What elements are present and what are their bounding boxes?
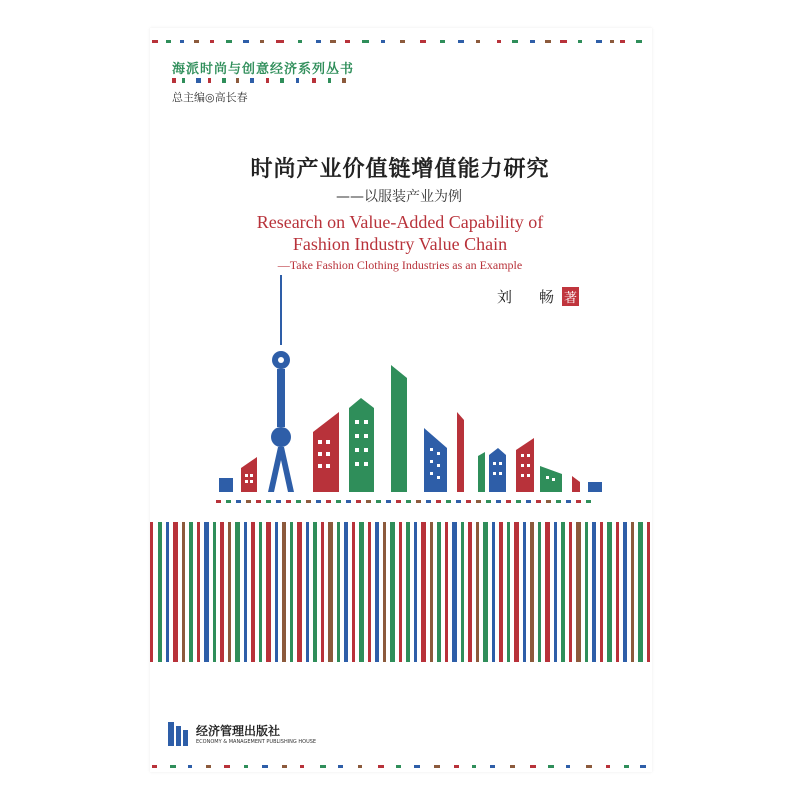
author-name: 刘 畅 <box>497 288 561 306</box>
author <box>497 286 579 307</box>
bottom-dash-border <box>152 765 646 768</box>
publisher-name: 经济管理出版社 <box>196 724 281 738</box>
subtitle-chinese: ——以服装产业为例 <box>336 189 462 205</box>
city-skyline <box>219 275 602 492</box>
publisher-name-english: ECONOMY & MANAGEMENT PUBLISHING HOUSE <box>196 739 317 745</box>
chief-editor: 总主编◎高长春 <box>172 91 248 104</box>
title-english-line1: Research on Value-Added Capability of <box>256 212 544 232</box>
tv-tower <box>268 275 294 492</box>
title-chinese: 时尚产业价值链增值能力研究 <box>250 156 550 182</box>
barcode-stripes <box>150 522 650 662</box>
series-dash-underline <box>172 78 346 83</box>
ground-dots <box>216 500 591 503</box>
top-dash-border <box>150 40 652 43</box>
title-english-line3: —Take Fashion Clothing Industries as an Example <box>277 258 523 272</box>
series-title: 海派时尚与创意经济系列丛书 <box>172 62 355 77</box>
title-english-line2: Fashion Industry Value Chain <box>292 234 508 254</box>
author-role: 著 <box>562 287 579 306</box>
publisher-logo <box>168 722 188 746</box>
